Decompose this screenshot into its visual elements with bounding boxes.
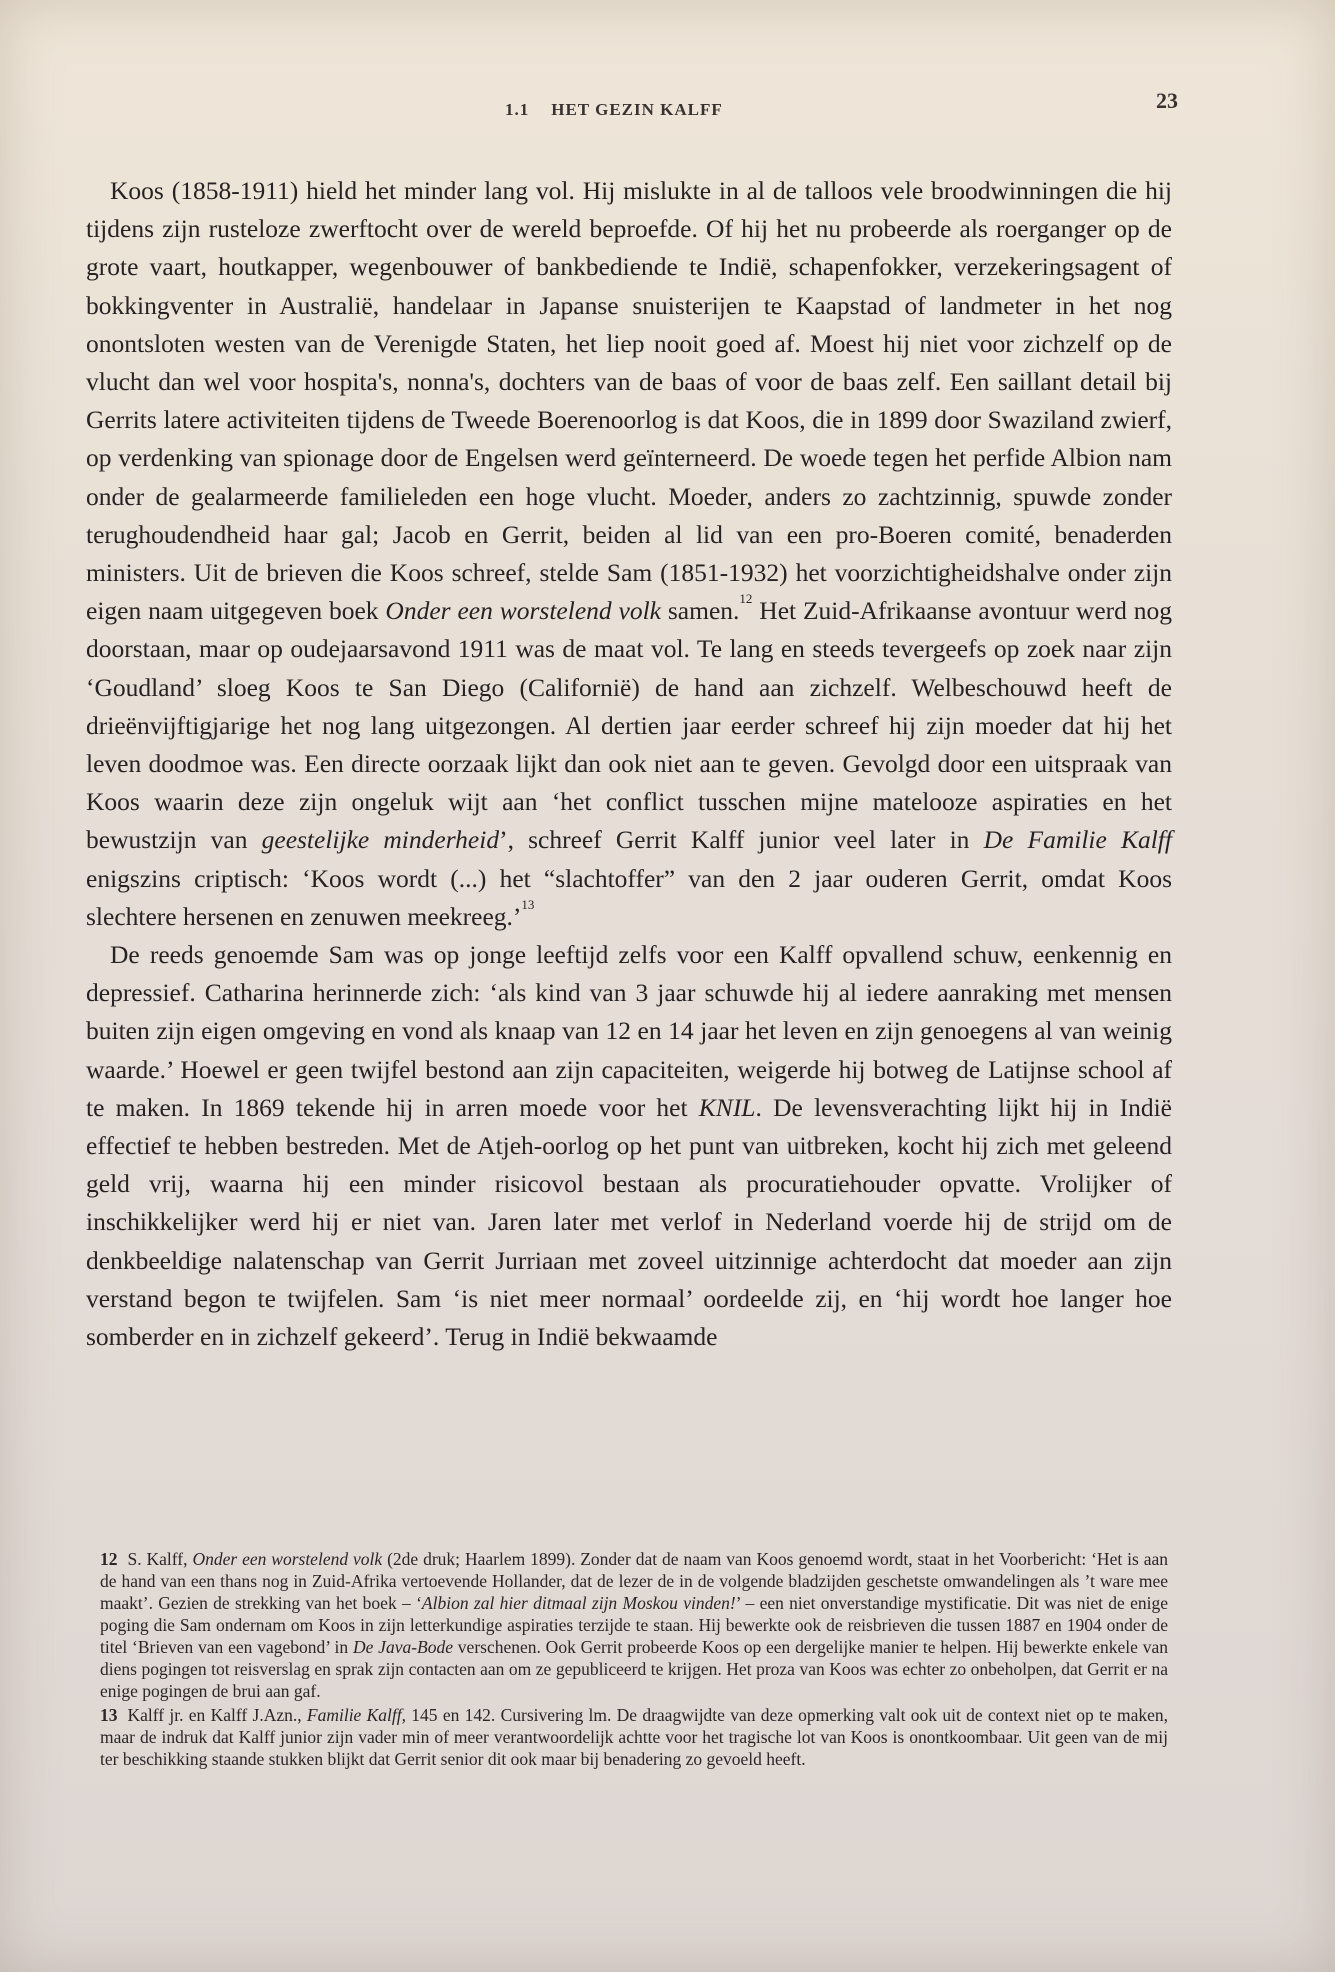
footnote-number: 12: [100, 1549, 118, 1569]
paragraph-sam: [86, 936, 1172, 1356]
quote-italic: geestelijke minderheid: [261, 825, 500, 855]
newspaper-title-italic: De Java-Bode: [352, 1637, 453, 1657]
footnote-number: 13: [100, 1705, 118, 1725]
text-segment: . De levensverachting lijkt hij in Indië effectief te hebben bestreden. Met de Atjeh-oorlog op het punt van uitbreken, kocht hij zich met geleend geld vrij, waarna hij een minder risicovol bestaan als procuratiehouder opvatte. Vrolijker of inschikkelijker werd hij er niet van. Jaren later met verlof in Nederland voerde hij de strijd om de denkbeeldige nalatenschap van Gerrit Jurriaan met zoveel uitzinnige achterdocht dat moeder aan zijn verstand begon te twijfelen. Sam ‘is niet meer normaal’ oordeelde zij, en ‘hij wordt hoe langer hoe somberder en in zichzelf gekeerd’. Terug in Indië bekwaamde: [86, 1092, 1172, 1352]
running-head: [505, 100, 723, 120]
footnote-ref-13: 13: [521, 896, 535, 912]
section-title: HET GEZIN KALFF: [551, 100, 723, 119]
text-segment: S. Kalff,: [127, 1549, 193, 1569]
text-segment: ’ – een niet onverstandige mystificatie. Dit was niet de enige poging die Sam ondernam om Koos in zijn letterkundige aspiraties terzijde te staan. Hij bewerkte ook de reisbrieven die tussen 1887 en 1904 onder de titel ‘Brieven van een vagebond’ in: [100, 1593, 1168, 1657]
abbreviation-italic: KNIL: [698, 1092, 756, 1122]
footnote-12: [100, 1548, 1168, 1702]
text-segment: De reeds genoemde Sam was op jonge leeftijd zelfs voor een Kalff opvallend schuw, eenkennig en depressief. Catharina herinnerde zich: ‘als kind van 3 jaar schuwde hij al iedere aanraking met mensen buiten zijn eigen omgeving en vond als knaap van 12 en 14 jaar het leven en zijn genoegens al van weinig waarde.’ Hoewel er geen twijfel bestond aan zijn capaciteiten, weigerde hij botweg de Latijnse school af te maken. In 1869 tekende hij in arren moede voor het: [86, 940, 1172, 1122]
section-number: 1.1: [505, 100, 530, 119]
text-segment: enigszins criptisch: ‘Koos wordt (...) het “slachtoffer” van den 2 jaar ouderen Gerrit, omdat Koos slechtere hersenen en zenuwen meekreeg.’: [86, 863, 1172, 931]
book-title-italic: Onder een worstelend volk: [385, 596, 661, 626]
text-segment: Kalff jr. en Kalff J.Azn.,: [127, 1705, 307, 1725]
footnotes: [100, 1548, 1168, 1772]
text-segment: Koos (1858-1911) hield het minder lang vol. Hij mislukte in al de talloos vele broodwinningen die hij tijdens zijn rusteloze zwerftocht over de wereld beproefde. Of hij het nu probeerde als roerganger op de grote vaart, houtkapper, wegenbouwer of bankbediende te Indië, schapenfokker, verzekeringsagent of bokkingventer in Australië, handelaar in Japanse snuisterijen te Kaapstad of landmeter in het nog onontsloten westen van de Verenigde Staten, het liep nooit goed af. Moest hij niet voor zichzelf op de vlucht dan wel voor hospita's, nonna's, dochters van de baas of voor de baas zelf. Een saillant detail bij Gerrits latere activiteiten tijdens de Tweede Boerenoorlog is dat Koos, die in 1899 door Swaziland zwierf, op verdenking van spionage door de Engelsen werd geïnterneerd. De woede tegen het perfide Albion nam onder de gealarmeerde familieleden een hoge vlucht. Moeder, anders zo zachtzinnig, spuwde zonder terughoudendheid haar gal; Jacob en Gerrit, beiden al lid van een pro-Boeren comité, benaderden ministers. Uit de brieven die Koos schreef, stelde Sam (1851-1932) het voorzichtigheidshalve onder zijn eigen naam uitgegeven boek: [86, 176, 1172, 626]
text-segment: (2de druk; Haarlem 1899). Zonder dat de naam van Koos genoemd wordt, staat in het Voorbericht: ‘Het is aan de hand van een thans nog in Zuid-Afrika vertoevende Hollander, dat de lezer de in de volgende bladzijden geschetste omwandelingen als ’t ware mee maakt’. Gezien de strekking van het boek – ‘: [100, 1549, 1168, 1613]
footnote-13: [100, 1704, 1168, 1770]
paragraph-koos: [86, 172, 1172, 936]
text-segment: Het Zuid-Afrikaanse avontuur werd nog doorstaan, maar op oudejaarsavond 1911 was de maat vol. Te lang en steeds tevergeefs op zoek naar zijn ‘Goudland’ sloeg Koos te San Diego (Californië) de hand aan zichzelf. Welbeschouwd heeft de drieënvijftigjarige het nog lang uitgezongen. Al dertien jaar eerder schreef hij zijn moeder dat hij het leven doodmoe was. Een directe oorzaak lijkt dan ook niet aan te geven. Gevolgd door een uitspraak van Koos waarin deze zijn ongeluk wijt aan ‘het conflict tusschen mijne matelooze aspiraties en het bewustzijn van: [86, 596, 1173, 855]
book-title-italic: De Familie Kalff: [983, 825, 1172, 855]
footnote-ref-12: 12: [739, 591, 753, 607]
page-number: 23: [1156, 88, 1178, 113]
text-segment: 145 en 142. Cursivering lm. De draagwijdte van deze opmerking valt ook uit de context niet op te maken, maar de indruk dat Kalff junior zijn vader min of meer verantwoordelijk achtte voor het tragische lot van Koos is onontkoombaar. Uit geen van de mij ter beschikking staande stukken blijkt dat Gerrit senior dit ook maar bij benadering zo gevoeld heeft.: [100, 1705, 1168, 1769]
text-segment: samen.: [661, 596, 740, 626]
text-segment: verschenen. Ook Gerrit probeerde Koos op een dergelijke manier te helpen. Hij bewerkte enkele van diens pogingen tot reisverslag en sprak zijn contacten aan om ze gepubliceerd te krijgen. Het proza van Koos was echter zo onbeholpen, dat Gerrit er na enige pogingen de brui aan gaf.: [100, 1637, 1168, 1701]
body-text: [86, 172, 1172, 1356]
book-title-italic: Familie Kalff,: [306, 1705, 406, 1725]
text-segment: ’, schreef Gerrit Kalff junior veel later in: [499, 825, 984, 855]
quote-italic: Albion zal hier ditmaal zijn Moskou vinden!: [421, 1593, 736, 1613]
book-title-italic: Onder een worstelend volk: [192, 1549, 383, 1569]
